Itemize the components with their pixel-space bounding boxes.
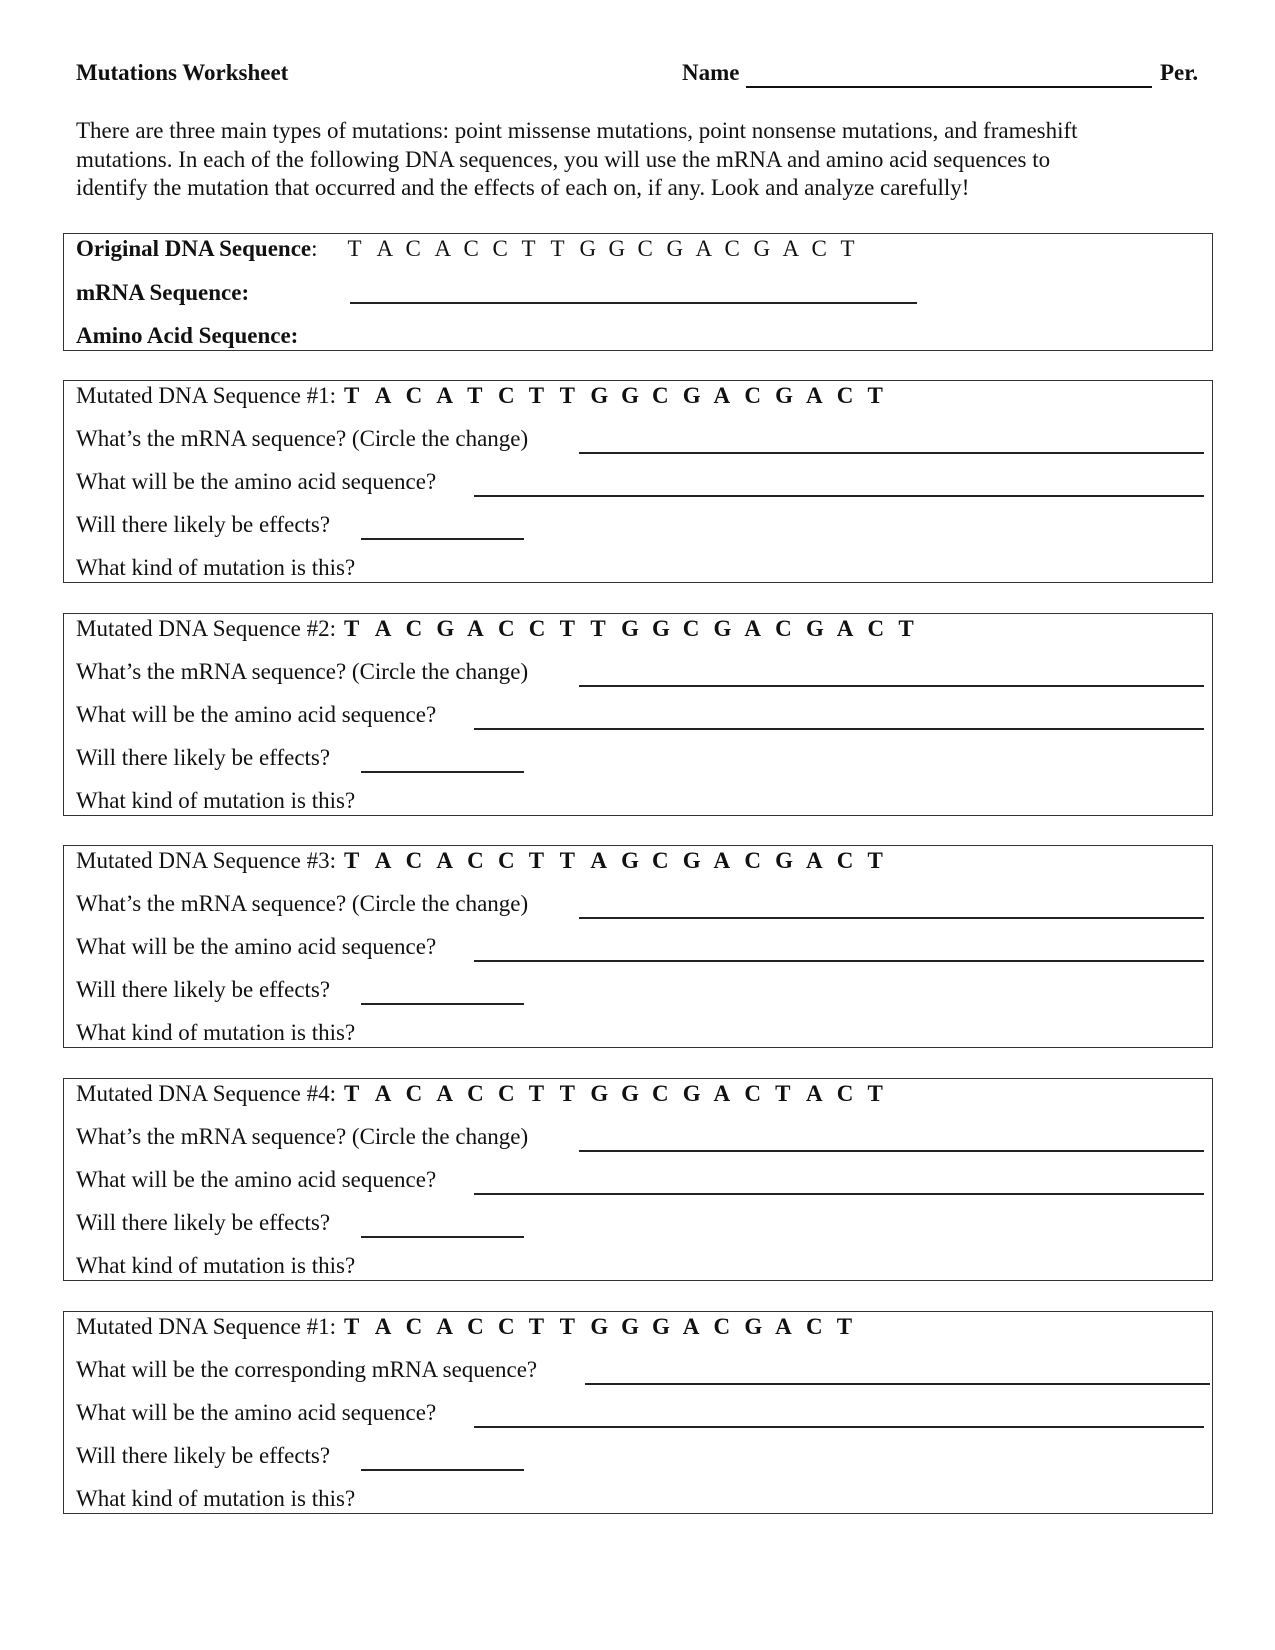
nucleotide-base: C	[497, 1081, 515, 1106]
nucleotide-base: C	[405, 1081, 423, 1106]
mrna-answer-line[interactable]	[579, 917, 1204, 919]
nucleotide-base: A	[836, 616, 854, 641]
nucleotide-base: C	[682, 616, 700, 641]
nucleotide-base: G	[682, 848, 701, 873]
question-effects: Will there likely be effects?	[76, 745, 331, 770]
nucleotide-base: C	[467, 1081, 484, 1106]
nucleotide-base: A	[713, 848, 731, 873]
mrna-answer-line[interactable]	[579, 452, 1204, 454]
nucleotide-base: T	[347, 236, 362, 261]
nucleotide-base: C	[836, 1081, 854, 1106]
nucleotide-base: T	[559, 1314, 575, 1339]
nucleotide-base: G	[621, 848, 640, 873]
amino-acid-answer-line[interactable]	[474, 1193, 1204, 1195]
nucleotide-base: T	[867, 383, 883, 408]
worksheet-title: Mutations Worksheet	[76, 60, 289, 85]
mutated-dna-sequence	[344, 1081, 898, 1107]
intro-line: There are three main types of mutations: point missense mutations, point nonsense mutations, and frameshift	[76, 118, 1078, 143]
nucleotide-base: A	[436, 1081, 453, 1106]
nucleotide-base: T	[343, 1314, 360, 1339]
nucleotide-base: T	[528, 848, 545, 873]
original-amino-label: Amino Acid Sequence:	[76, 323, 299, 348]
original-mrna-label: mRNA Sequence:	[76, 280, 250, 305]
nucleotide-base: G	[621, 1081, 640, 1106]
question-mrna: What’s the mRNA sequence? (Circle the change)	[76, 1124, 529, 1149]
nucleotide-base: T	[867, 1081, 883, 1106]
nucleotide-base: G	[805, 616, 824, 641]
nucleotide-base: G	[621, 616, 640, 641]
amino-acid-answer-line[interactable]	[474, 495, 1204, 497]
nucleotide-base: A	[775, 1314, 792, 1339]
nucleotide-base: C	[492, 236, 508, 261]
nucleotide-base: T	[867, 848, 883, 873]
nucleotide-base: C	[405, 848, 423, 873]
nucleotide-base: C	[744, 383, 761, 408]
mutated-dna-label: Mutated DNA Sequence #1:	[76, 383, 336, 408]
amino-acid-answer-line[interactable]	[474, 960, 1204, 962]
nucleotide-base: A	[805, 848, 823, 873]
mutation-box	[63, 380, 1213, 583]
nucleotide-base: G	[682, 1081, 701, 1106]
mutated-dna-sequence	[344, 383, 898, 409]
nucleotide-base: A	[374, 1314, 392, 1339]
nucleotide-base: A	[467, 616, 484, 641]
original-mrna-answer-line[interactable]	[350, 302, 917, 304]
question-mutation-kind: What kind of mutation is this?	[76, 1486, 356, 1511]
amino-acid-answer-line[interactable]	[474, 1426, 1204, 1428]
name-label: Name	[682, 60, 740, 85]
nucleotide-base: G	[651, 1314, 670, 1339]
nucleotide-base: G	[621, 1314, 640, 1339]
nucleotide-base: C	[497, 383, 515, 408]
nucleotide-base: G	[744, 1314, 763, 1339]
original-dna-row	[76, 236, 870, 262]
nucleotide-base: T	[528, 1081, 545, 1106]
question-effects: Will there likely be effects?	[76, 977, 331, 1002]
nucleotide-base: A	[590, 848, 607, 873]
nucleotide-base: C	[724, 236, 740, 261]
nucleotide-base: C	[651, 848, 669, 873]
nucleotide-base: C	[405, 1314, 423, 1339]
mutated-dna-sequence	[344, 848, 898, 874]
nucleotide-base: A	[374, 1081, 392, 1106]
nucleotide-base: A	[695, 236, 713, 261]
nucleotide-base: C	[811, 236, 827, 261]
nucleotide-base: C	[497, 616, 515, 641]
nucleotide-base: G	[713, 616, 732, 641]
nucleotide-base: A	[374, 383, 392, 408]
mutated-dna-row	[76, 1081, 898, 1107]
nucleotide-base: C	[744, 1081, 761, 1106]
question-mrna: What’s the mRNA sequence? (Circle the change)	[76, 891, 529, 916]
nucleotide-base: G	[621, 383, 640, 408]
original-dna-label: Original DNA Sequence	[76, 236, 312, 261]
nucleotide-base: C	[497, 1314, 515, 1339]
nucleotide-base: G	[608, 236, 626, 261]
nucleotide-base: C	[836, 383, 854, 408]
nucleotide-base: C	[744, 848, 761, 873]
question-mrna: What’s the mRNA sequence? (Circle the change)	[76, 659, 529, 684]
name-field[interactable]	[746, 86, 1152, 88]
nucleotide-base: A	[805, 1081, 823, 1106]
nucleotide-base: T	[559, 383, 575, 408]
nucleotide-base: C	[713, 1314, 731, 1339]
nucleotide-base: G	[682, 383, 701, 408]
mutated-dna-row	[76, 848, 898, 874]
intro-line: identify the mutation that occurred and the effects of each on, if any. Look and analyze carefully!	[76, 175, 970, 200]
intro-paragraph	[76, 117, 1216, 203]
nucleotide-base: G	[775, 848, 794, 873]
question-amino-acid: What will be the amino acid sequence?	[76, 934, 437, 959]
mutated-dna-row	[76, 1314, 868, 1340]
nucleotide-base: C	[463, 236, 479, 261]
nucleotide-base: G	[579, 236, 597, 261]
nucleotide-base: A	[782, 236, 800, 261]
mutated-dna-label: Mutated DNA Sequence #2:	[76, 616, 336, 641]
nucleotide-base: T	[343, 848, 360, 873]
nucleotide-base: T	[836, 1314, 853, 1339]
nucleotide-base: C	[528, 616, 546, 641]
effects-answer-line[interactable]	[361, 771, 524, 773]
nucleotide-base: A	[376, 236, 394, 261]
original-dna-sequence	[348, 236, 870, 262]
effects-answer-line[interactable]	[361, 1236, 524, 1238]
nucleotide-base: G	[590, 1081, 609, 1106]
mutated-dna-sequence	[344, 616, 929, 642]
nucleotide-base: C	[405, 616, 423, 641]
nucleotide-base: T	[559, 616, 575, 641]
nucleotide-base: G	[775, 383, 794, 408]
nucleotide-base: A	[436, 383, 453, 408]
question-effects: Will there likely be effects?	[76, 512, 331, 537]
original-sequence-box	[63, 233, 1213, 351]
original-dna-colon: :	[311, 236, 318, 261]
nucleotide-base: A	[436, 1314, 453, 1339]
mutated-dna-sequence	[344, 1314, 868, 1340]
nucleotide-base: C	[467, 848, 484, 873]
nucleotide-base: T	[343, 383, 360, 408]
mutated-dna-label: Mutated DNA Sequence #1:	[76, 1314, 336, 1339]
nucleotide-base: G	[590, 1314, 609, 1339]
nucleotide-base: A	[436, 848, 453, 873]
nucleotide-base: G	[666, 236, 684, 261]
mutation-box	[63, 613, 1213, 816]
question-mrna: What’s the mRNA sequence? (Circle the change)	[76, 426, 529, 451]
nucleotide-base: A	[682, 1314, 700, 1339]
nucleotide-base: T	[550, 236, 565, 261]
mutation-box	[63, 1311, 1213, 1514]
nucleotide-base: T	[898, 616, 914, 641]
nucleotide-base: T	[775, 1081, 791, 1106]
question-amino-acid: What will be the amino acid sequence?	[76, 1400, 437, 1425]
effects-answer-line[interactable]	[361, 538, 524, 540]
mrna-answer-line[interactable]	[579, 1150, 1204, 1152]
nucleotide-base: G	[590, 383, 609, 408]
nucleotide-base: C	[775, 616, 792, 641]
nucleotide-base: C	[867, 616, 885, 641]
nucleotide-base: C	[497, 848, 515, 873]
period-label: Per.	[1160, 60, 1199, 85]
nucleotide-base: C	[651, 1081, 669, 1106]
question-mutation-kind: What kind of mutation is this?	[76, 1020, 356, 1045]
mutated-dna-label: Mutated DNA Sequence #3:	[76, 848, 336, 873]
nucleotide-base: C	[637, 236, 653, 261]
nucleotide-base: A	[713, 1081, 731, 1106]
question-mutation-kind: What kind of mutation is this?	[76, 555, 356, 580]
nucleotide-base: A	[374, 848, 392, 873]
mutated-dna-label: Mutated DNA Sequence #4:	[76, 1081, 336, 1106]
intro-line: mutations. In each of the following DNA sequences, you will use the mRNA and amino acid sequences to	[76, 146, 1051, 172]
nucleotide-base: A	[744, 616, 761, 641]
nucleotide-base: T	[559, 848, 575, 873]
nucleotide-base: C	[805, 1314, 823, 1339]
question-effects: Will there likely be effects?	[76, 1210, 331, 1235]
question-amino-acid: What will be the amino acid sequence?	[76, 1167, 437, 1192]
nucleotide-base: A	[374, 616, 392, 641]
mutated-dna-row	[76, 616, 929, 642]
question-mrna: What will be the corresponding mRNA sequence?	[76, 1357, 538, 1382]
mrna-answer-line[interactable]	[585, 1383, 1210, 1385]
question-amino-acid: What will be the amino acid sequence?	[76, 702, 437, 727]
question-amino-acid: What will be the amino acid sequence?	[76, 469, 437, 494]
nucleotide-base: C	[405, 236, 421, 261]
nucleotide-base: T	[840, 236, 855, 261]
nucleotide-base: C	[836, 848, 854, 873]
question-effects: Will there likely be effects?	[76, 1443, 331, 1468]
effects-answer-line[interactable]	[361, 1003, 524, 1005]
nucleotide-base: A	[434, 236, 452, 261]
amino-acid-answer-line[interactable]	[474, 728, 1204, 730]
question-mutation-kind: What kind of mutation is this?	[76, 788, 356, 813]
mutation-box	[63, 845, 1213, 1048]
nucleotide-base: T	[559, 1081, 575, 1106]
nucleotide-base: G	[753, 236, 771, 261]
nucleotide-base: T	[528, 1314, 545, 1339]
nucleotide-base: C	[651, 383, 669, 408]
nucleotide-base: T	[467, 383, 483, 408]
nucleotide-base: A	[713, 383, 731, 408]
nucleotide-base: G	[436, 616, 455, 641]
nucleotide-base: G	[651, 616, 670, 641]
nucleotide-base: C	[467, 1314, 484, 1339]
mutation-box	[63, 1078, 1213, 1281]
mrna-answer-line[interactable]	[579, 685, 1204, 687]
nucleotide-base: T	[343, 616, 360, 641]
nucleotide-base: T	[590, 616, 606, 641]
nucleotide-base: C	[405, 383, 423, 408]
nucleotide-base: T	[343, 1081, 360, 1106]
effects-answer-line[interactable]	[361, 1469, 524, 1471]
nucleotide-base: A	[805, 383, 823, 408]
nucleotide-base: T	[528, 383, 545, 408]
nucleotide-base: T	[521, 236, 536, 261]
mutated-dna-row	[76, 383, 898, 409]
question-mutation-kind: What kind of mutation is this?	[76, 1253, 356, 1278]
